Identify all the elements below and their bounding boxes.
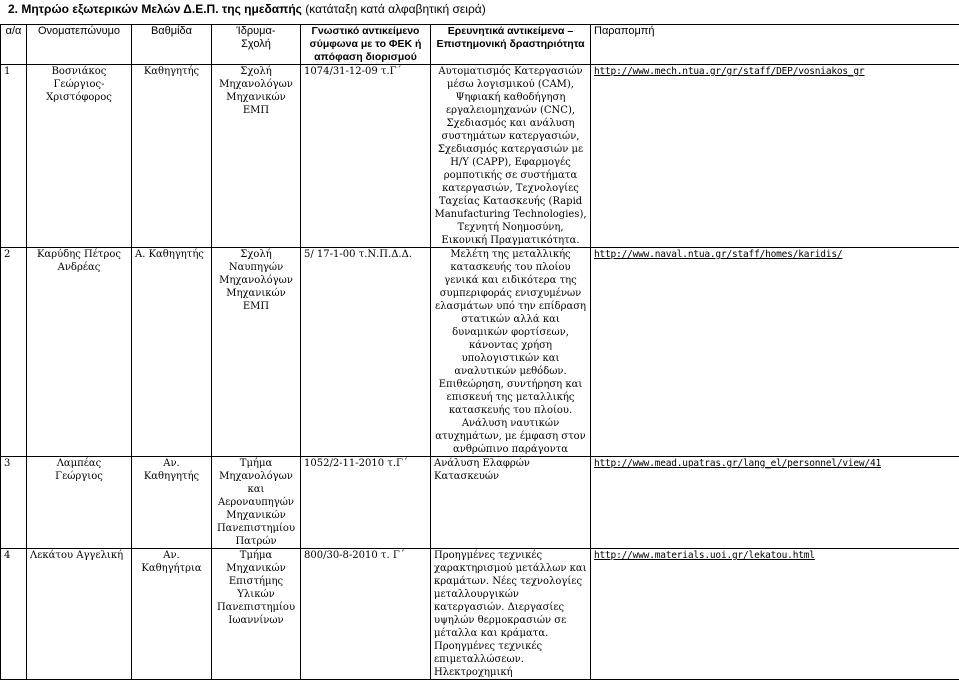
- profile-link[interactable]: http://www.mech.ntua.gr/gr/staff/DEP/vosniakos_gr: [594, 66, 864, 77]
- row-link-cell: [591, 457, 959, 549]
- col-header-name: Ονοματεπώνυμο: [27, 25, 132, 65]
- table-row: [1, 549, 959, 680]
- row-research: Αυτοματισμός Κατεργασιών μέσω λογισμικού (CAM), Ψηφιακή καθοδήγηση εργαλειομηχανών (CNC), Σχεδιασμός και ανάλυση συστημάτων κατεργασιών, Σχεδιασμός κατεργασιών με Η/Υ (CAPP), Εφαρμογές ρομποτικής σε συστήματα κατεργασιών, Τεχνολογίες Ταχείας Κατασκευής (Rapid Manufacturing Technologies), Τεχνητή Νοημοσύνη, Εικονική Πραγματικότητα.: [431, 65, 591, 248]
- col-header-research: Ερευνητικά αντικείμενα – Επιστημονική δραστηριότητα: [431, 25, 591, 65]
- row-subject: 1074/31-12-09 τ.Γ΄: [301, 65, 431, 248]
- profile-link[interactable]: http://www.mead.upatras.gr/lang_el/personnel/view/41: [594, 458, 881, 469]
- row-link-cell: [591, 549, 959, 680]
- row-research: Προηγμένες τεχνικές χαρακτηρισμού μετάλλων και κραμάτων. Νέες τεχνολογίες μεταλλουργικών κατεργασιών. Διεργασίες υψηλών θερμοκρασιών σε μέταλλα και κράματα. Προηγμένες τεχνικές επιμεταλλώσεων. Ηλεκτροχημική: [431, 549, 591, 680]
- row-name: Καρύδης Πέτρος Ανδρέας: [27, 248, 132, 457]
- row-research: Μελέτη της μεταλλικής κατασκευής του πλοίου γενικά και ειδικότερα της συμπεριφοράς ενισχυμένων ελασμάτων υπό την επίδραση στατικών αλλά και δυναμικών φορτίσεων, κάνοντας χρήση υπολογιστικών και αναλυτικών μεθόδων. Επιθεώρηση, συντήρηση και επισκευή της μεταλλικής κατασκευής του πλοίου. Ανάλυση ναυτικών ατυχημάτων, με έμφαση στον ανθρώπινο παράγοντα: [431, 248, 591, 457]
- row-num: 2: [1, 248, 27, 457]
- heading-title: 2. Μητρώο εξωτερικών Μελών Δ.Ε.Π. της ημεδαπής: [8, 2, 302, 16]
- row-rank: Α. Καθηγητής: [132, 248, 212, 457]
- row-link-cell: [591, 65, 959, 248]
- col-header-rank: Βαθμίδα: [132, 25, 212, 65]
- col-header-subject: Γνωστικό αντικείμενο σύμφωνα με το ΦΕΚ ή απόφαση διορισμού: [301, 25, 431, 65]
- heading-subtitle: (κατάταξη κατά αλφαβητική σειρά): [305, 2, 485, 16]
- row-rank: Αν. Καθηγητής: [132, 457, 212, 549]
- col-header-link: Παραπομπή: [591, 25, 959, 65]
- col-header-num: α/α: [1, 25, 27, 65]
- profile-link[interactable]: http://www.materials.uoi.gr/lekatou.html: [594, 550, 815, 561]
- row-num: 3: [1, 457, 27, 549]
- row-institution: Σχολή Ναυπηγών Μηχανολόγων Μηχανικών ΕΜΠ: [212, 248, 301, 457]
- profile-link[interactable]: http://www.naval.ntua.gr/staff/homes/karidis/: [594, 249, 842, 260]
- row-num: 1: [1, 65, 27, 248]
- row-name: Βοσνιάκος Γεώργιος- Χριστόφορος: [27, 65, 132, 248]
- row-name: Λεκάτου Αγγελική: [27, 549, 132, 680]
- table-header-row: [1, 25, 959, 65]
- row-subject: 5/ 17-1-00 τ.Ν.Π.Δ.Δ.: [301, 248, 431, 457]
- table-row: [1, 248, 959, 457]
- row-institution: Τμήμα Μηχανολόγων και Αεροναυπηγών Μηχανικών Πανεπιστημίου Πατρών: [212, 457, 301, 549]
- table-row: [1, 457, 959, 549]
- row-num: 4: [1, 549, 27, 680]
- table-row: [1, 65, 959, 248]
- row-rank: Καθηγητής: [132, 65, 212, 248]
- row-rank: Αν. Καθηγήτρια: [132, 549, 212, 680]
- row-research: Ανάλυση Ελαφρών Κατασκευών: [431, 457, 591, 549]
- row-institution: Σχολή Μηχανολόγων Μηχανικών ΕΜΠ: [212, 65, 301, 248]
- row-name: Λαμπέας Γεώργιος: [27, 457, 132, 549]
- col-header-institution: Ίδρυμα- Σχολή: [212, 25, 301, 65]
- document-heading: [8, 2, 486, 16]
- row-subject: 800/30-8-2010 τ. Γ΄: [301, 549, 431, 680]
- row-link-cell: [591, 248, 959, 457]
- row-institution: Τμήμα Μηχανικών Επιστήμης Υλικών Πανεπιστημίου Ιωαννίνων: [212, 549, 301, 680]
- row-subject: 1052/2-11-2010 τ.Γ΄: [301, 457, 431, 549]
